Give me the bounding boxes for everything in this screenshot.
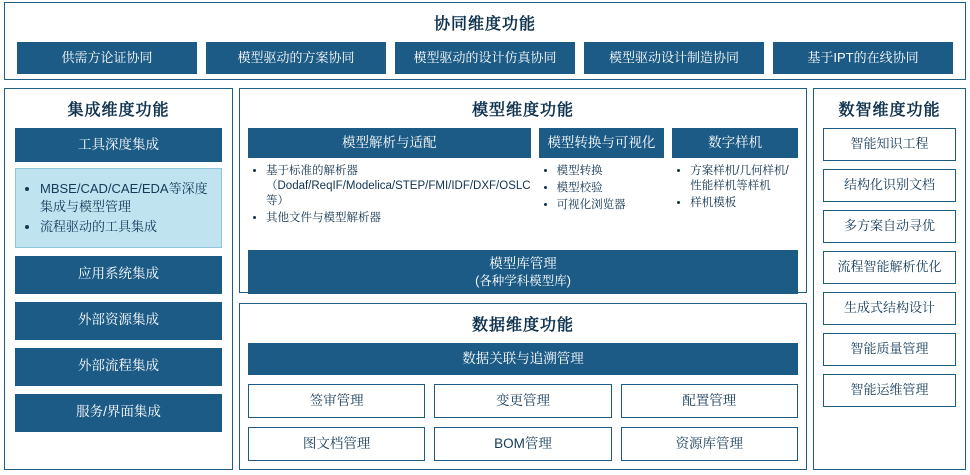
integration-highlight-list bbox=[15, 168, 222, 248]
model-column-parse bbox=[248, 128, 531, 242]
intelligence-item[interactable]: 智能知识工程 bbox=[823, 128, 956, 161]
model-column-body bbox=[672, 164, 798, 242]
integration-panel bbox=[4, 88, 233, 470]
data-item[interactable]: 图文档管理 bbox=[248, 427, 425, 461]
collaboration-item[interactable]: 供需方论证协同 bbox=[17, 42, 197, 74]
intelligence-item[interactable]: 流程智能解析优化 bbox=[823, 251, 956, 284]
intelligence-title: 数智维度功能 bbox=[838, 102, 941, 119]
model-bullet: • 基于标准的解析器（Dodaf/ReqIF/Modelica/STEP/FMI/IDF/DXF/OSLC等） bbox=[266, 164, 531, 209]
model-bullet: • 模型校验 bbox=[557, 181, 665, 196]
model-column-transform bbox=[539, 128, 665, 242]
model-panel bbox=[239, 88, 807, 293]
middle-column bbox=[239, 88, 807, 470]
model-bullet: • 其他文件与模型解析器 bbox=[266, 211, 531, 226]
collaboration-title: 协同维度功能 bbox=[433, 16, 536, 33]
intelligence-item[interactable]: 智能质量管理 bbox=[823, 333, 956, 366]
integration-head[interactable]: 工具深度集成 bbox=[15, 128, 222, 162]
data-trace-management[interactable]: 数据关联与追溯管理 bbox=[248, 343, 798, 375]
integration-item[interactable]: 服务/界面集成 bbox=[15, 394, 222, 432]
model-column-body bbox=[248, 164, 531, 242]
model-library-line2: (各种学科模型库) bbox=[475, 273, 571, 288]
model-bullet: • 样机模板 bbox=[690, 196, 798, 211]
model-bullet: • 方案样机/几何样机/性能样机等样机 bbox=[690, 164, 798, 194]
integration-item[interactable]: 外部流程集成 bbox=[15, 348, 222, 386]
model-columns bbox=[248, 128, 798, 242]
model-bullet: • 可视化浏览器 bbox=[557, 198, 665, 213]
collaboration-item[interactable]: 模型驱动设计制造协同 bbox=[584, 42, 764, 74]
model-column-head[interactable]: 数字样机 bbox=[672, 128, 798, 158]
model-column-head[interactable]: 模型转换与可视化 bbox=[539, 128, 665, 158]
model-column-head[interactable]: 模型解析与适配 bbox=[248, 128, 531, 158]
collaboration-panel bbox=[4, 2, 966, 80]
intelligence-item[interactable]: 多方案自动寻优 bbox=[823, 210, 956, 243]
model-column-digital-prototype bbox=[672, 128, 798, 242]
integration-highlight-item: • 流程驱动的工具集成 bbox=[40, 218, 215, 236]
intelligence-item[interactable]: 智能运维管理 bbox=[823, 374, 956, 407]
integration-item[interactable]: 外部资源集成 bbox=[15, 302, 222, 340]
model-library[interactable] bbox=[248, 250, 798, 294]
data-item[interactable]: 资源库管理 bbox=[621, 427, 798, 461]
data-panel bbox=[239, 303, 807, 470]
data-title: 数据维度功能 bbox=[471, 317, 574, 334]
data-items-grid bbox=[248, 384, 798, 461]
data-item[interactable]: 签审管理 bbox=[248, 384, 425, 418]
intelligence-item[interactable]: 结构化识别文档 bbox=[823, 169, 956, 202]
integration-highlight-item: • MBSE/CAD/CAE/EDA等深度集成与模型管理 bbox=[40, 180, 215, 215]
data-item[interactable]: 变更管理 bbox=[434, 384, 611, 418]
collaboration-items bbox=[13, 42, 957, 74]
model-column-body bbox=[539, 164, 665, 242]
data-item[interactable]: BOM管理 bbox=[434, 427, 611, 461]
integration-item[interactable]: 应用系统集成 bbox=[15, 256, 222, 294]
collaboration-item[interactable]: 模型驱动的方案协同 bbox=[206, 42, 386, 74]
model-title: 模型维度功能 bbox=[471, 102, 574, 119]
intelligence-panel bbox=[813, 88, 966, 470]
model-bullet: • 模型转换 bbox=[557, 164, 665, 179]
intelligence-item[interactable]: 生成式结构设计 bbox=[823, 292, 956, 325]
data-item[interactable]: 配置管理 bbox=[621, 384, 798, 418]
integration-title: 集成维度功能 bbox=[67, 102, 170, 119]
model-library-line1: 模型库管理 bbox=[489, 256, 557, 272]
collaboration-item[interactable]: 基于IPT的在线协同 bbox=[773, 42, 953, 74]
collaboration-item[interactable]: 模型驱动的设计仿真协同 bbox=[395, 42, 575, 74]
